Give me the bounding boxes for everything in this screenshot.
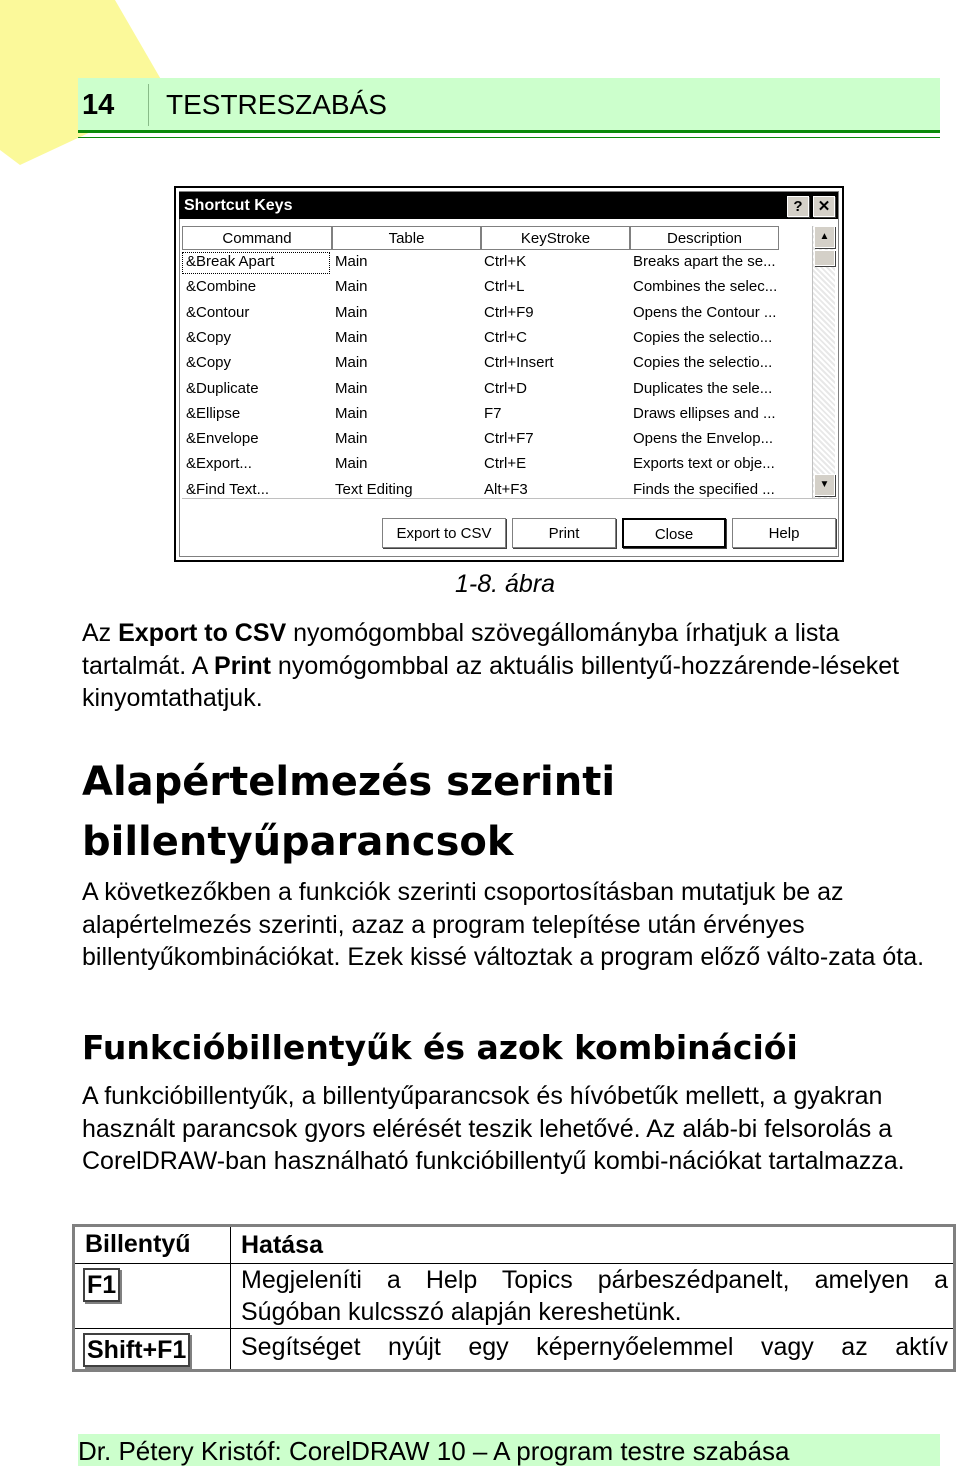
cell-table: Main: [335, 278, 368, 296]
column-header-description[interactable]: Description: [630, 226, 779, 250]
table-row: [75, 1329, 953, 1369]
cell-table: Main: [335, 404, 368, 422]
close-button[interactable]: Close: [622, 518, 726, 548]
paragraph-function-keys: A funkcióbillentyűk, a billentyűparancsok és hívóbetűk mellett, a gyakran használt parancsok gyors elérését teszik lehetővé. Az aláb-bi felsorolás a CorelDRAW-ban használható funkcióbillentyű kombi-nációkat tartalmazza.: [82, 1082, 905, 1175]
cell-keystroke: F7: [484, 404, 502, 422]
cell-description: Copies the selectio...: [633, 328, 773, 346]
cell-description: Duplicates the sele...: [633, 379, 773, 397]
header-key: Billentyű: [85, 1230, 191, 1258]
text-run: nyomógombbal szövegállományba írhatjuk a lista tartalmát. A: [82, 619, 840, 680]
cell-command: &Break Apart: [186, 253, 275, 270]
header-effect: Hatása: [241, 1231, 323, 1259]
bold-export-to-csv: Export to CSV: [118, 619, 287, 647]
cell-description: Exports text or obje...: [633, 455, 775, 473]
cell-command: &Duplicate: [186, 379, 259, 397]
column-header-keystroke[interactable]: KeyStroke: [481, 226, 630, 250]
cell-command: &Export...: [186, 455, 252, 473]
subsection-heading: Funkcióbillentyűk és azok kombinációi: [82, 1028, 798, 1067]
scroll-down-arrow-icon[interactable]: ▼: [814, 474, 835, 496]
section-heading: Alapértelmezés szerinti billentyűparancsok: [82, 759, 616, 865]
bold-print: Print: [214, 651, 271, 680]
dialog-titlebar[interactable]: [179, 192, 838, 219]
cell-description: Breaks apart the se...: [633, 253, 776, 270]
cell-command: &Combine: [186, 278, 257, 296]
cell-keystroke: Ctrl+E: [484, 455, 527, 473]
scroll-up-arrow-icon[interactable]: ▲: [814, 226, 835, 248]
cell-table: Main: [335, 303, 368, 321]
cell-command: &Find Text...: [186, 480, 270, 498]
cell-description: Opens the Envelop...: [633, 430, 774, 448]
cell-table: Text Editing: [335, 480, 413, 498]
cell-keystroke: Ctrl+L: [484, 278, 525, 296]
cell-description: Copies the selectio...: [633, 354, 773, 372]
list-item[interactable]: [182, 353, 810, 375]
cell-table: Main: [335, 379, 368, 397]
list-item[interactable]: [182, 328, 810, 350]
chapter-title: TESTRESZABÁS: [166, 89, 387, 120]
help-question-icon[interactable]: ?: [787, 196, 809, 217]
cell-keystroke: Alt+F3: [484, 480, 528, 498]
list-item[interactable]: [182, 252, 776, 274]
cell-command: &Copy: [186, 328, 232, 346]
cell-command: &Ellipse: [186, 404, 241, 422]
cell-keystroke: Ctrl+F7: [484, 430, 534, 448]
key-f1: F1: [83, 1268, 120, 1302]
cell-table: Main: [335, 328, 368, 346]
cell-keystroke: Ctrl+K: [484, 253, 527, 270]
page-footer: Dr. Pétery Kristóf: CorelDRAW 10 – A program testre szabása: [78, 1434, 940, 1466]
effect-text: Segítséget nyújt egy képernyőelemmel vagy az aktív: [241, 1333, 948, 1361]
cell-table: Main: [335, 354, 368, 372]
export-to-csv-button[interactable]: Export to CSV: [382, 518, 506, 548]
cell-description: Combines the selec...: [633, 278, 778, 296]
cell-description: Finds the specified ...: [633, 480, 775, 498]
print-button[interactable]: Print: [512, 518, 616, 548]
list-item[interactable]: [182, 480, 810, 502]
figure-caption: 1-8. ábra: [455, 570, 556, 598]
list-item[interactable]: [182, 404, 810, 426]
key-shift-f1: Shift+F1: [83, 1333, 190, 1367]
cell-command: &Envelope: [186, 430, 259, 448]
column-header-command[interactable]: Command: [182, 226, 332, 250]
cell-keystroke: Ctrl+F9: [484, 303, 534, 321]
function-key-table: [72, 1224, 956, 1372]
list-item[interactable]: [182, 429, 810, 451]
list-item[interactable]: [182, 303, 810, 325]
page-number: 14: [82, 84, 149, 126]
list-scrollbar[interactable]: [812, 226, 835, 498]
list-item[interactable]: [182, 379, 810, 401]
list-item[interactable]: [182, 277, 810, 299]
text-run: nyomógombbal az aktuális billentyű-hozzárende-léseket kinyomtathatjuk.: [82, 651, 900, 712]
close-icon[interactable]: ✕: [813, 196, 835, 217]
cell-keystroke: Ctrl+C: [484, 328, 527, 346]
table-header-row: [75, 1227, 953, 1264]
paragraph-intro: A következőkben a funkciók szerinti csoportosításban mutatjuk be az alapértelmezés szerinti, azaz a program telepítése után érvényes billentyűkombinációkat. Ezek kissé változtak a program előző válto-zata óta.: [82, 878, 925, 971]
cell-keystroke: Ctrl+D: [484, 379, 527, 397]
cell-keystroke: Ctrl+Insert: [484, 354, 554, 372]
shortcut-keys-dialog: [174, 186, 844, 562]
shortcut-list[interactable]: [182, 226, 837, 499]
help-button[interactable]: Help: [732, 518, 836, 548]
table-row: [75, 1264, 953, 1329]
text-run: Az: [82, 619, 119, 647]
cell-table: Main: [335, 455, 368, 473]
effect-text: Súgóban kulcsszó alapján kereshetünk.: [241, 1298, 682, 1326]
cell-description: Draws ellipses and ...: [633, 404, 776, 422]
cell-command: &Contour: [186, 303, 250, 321]
page-header: [78, 78, 940, 133]
list-item[interactable]: [182, 454, 810, 476]
dialog-title: Shortcut Keys: [184, 197, 293, 214]
scroll-thumb[interactable]: [814, 250, 835, 266]
column-header-table[interactable]: Table: [332, 226, 481, 250]
paragraph-export: [82, 617, 937, 715]
cell-table: Main: [335, 253, 368, 270]
cell-table: Main: [335, 430, 368, 448]
cell-description: Opens the Contour ...: [633, 303, 777, 321]
cell-command: &Copy: [186, 354, 232, 372]
effect-text: Megjeleníti a Help Topics párbeszédpanelt, amelyen a: [241, 1266, 948, 1294]
